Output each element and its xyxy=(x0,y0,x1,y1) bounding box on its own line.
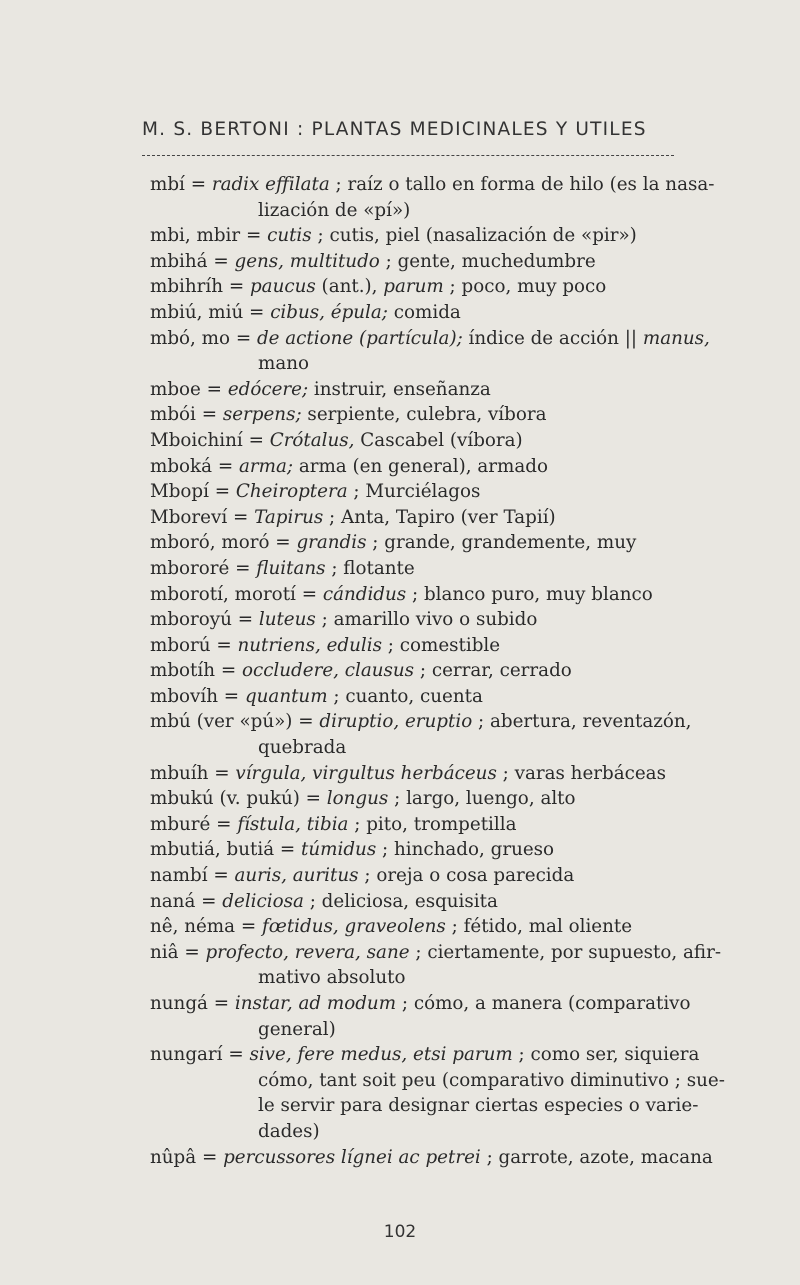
dictionary-entry xyxy=(150,786,770,812)
latin-term: quantum xyxy=(244,685,328,707)
dictionary-entry xyxy=(150,505,770,531)
dictionary-entry xyxy=(150,914,770,940)
headword: mbú (ver «pú») = xyxy=(150,711,320,733)
headword: nambí = xyxy=(150,865,235,887)
dictionary-entry xyxy=(150,812,770,838)
headword: mburé = xyxy=(150,813,238,835)
entry-continuation-line xyxy=(150,198,770,224)
latin-term: fluitans xyxy=(256,557,326,579)
headword: mbororé = xyxy=(150,557,257,579)
headword: quebrada xyxy=(258,737,347,759)
latin-term: longus xyxy=(326,788,389,810)
headword: mboró, moró = xyxy=(150,532,297,554)
dictionary-entry xyxy=(150,377,770,403)
latin-term: occludere, clausus xyxy=(241,660,415,682)
dictionary-entry xyxy=(150,172,770,198)
dictionary-entry xyxy=(150,326,770,352)
dictionary-entries xyxy=(150,172,770,1170)
headword: cómo, tant soit peu (comparativo diminutivo ; sue- xyxy=(258,1069,725,1091)
dictionary-entry xyxy=(150,402,770,428)
running-header: M. S. BERTONI : PLANTAS MEDICINALES Y UTILES xyxy=(142,119,647,140)
headword: nûpâ = xyxy=(150,1146,224,1168)
definition: ; varas herbáceas xyxy=(496,762,666,784)
definition: ; raíz o tallo en forma de hilo (es la nasa- xyxy=(329,174,715,195)
header-rule xyxy=(142,155,674,156)
dictionary-entry xyxy=(150,1042,770,1068)
headword: Mboreví = xyxy=(150,506,255,528)
definition: ; hinchado, grueso xyxy=(376,839,555,861)
definition: ; Anta, Tapiro (ver Tapií) xyxy=(323,506,556,528)
definition: ; ciertamente, por supuesto, afir- xyxy=(409,941,722,963)
latin-term: manus, xyxy=(642,327,710,349)
dictionary-entry xyxy=(150,684,770,710)
definition: ; abertura, reventazón, xyxy=(472,711,692,733)
headword: Mboichiní = xyxy=(150,429,270,451)
latin-term: Crótalus, xyxy=(269,429,355,451)
latin-term: Tapirus xyxy=(254,506,324,528)
definition: ; cerrar, cerrado xyxy=(414,660,572,682)
latin-term: parum xyxy=(383,276,444,298)
definition: comida xyxy=(387,301,461,323)
definition: instruir, enseñanza xyxy=(308,378,491,400)
definition: ; oreja o cosa parecida xyxy=(358,865,575,887)
headword: dades) xyxy=(258,1120,320,1142)
latin-term: gens, multitudo xyxy=(234,250,380,272)
latin-term: fístula, tibia xyxy=(237,813,349,835)
latin-term: Cheiroptera xyxy=(235,481,348,503)
latin-term: diruptio, eruptio xyxy=(319,711,473,733)
latin-term: paucus xyxy=(249,276,316,298)
latin-term: nutriens, edulis xyxy=(237,634,382,656)
headword: mbovíh = xyxy=(150,685,245,707)
latin-term: vírgula, virgultus herbáceus xyxy=(235,762,497,784)
dictionary-entry xyxy=(150,863,770,889)
headword: mbiú, miú = xyxy=(150,301,271,323)
definition: ; gente, muchedumbre xyxy=(379,250,596,272)
latin-term: cutis xyxy=(267,225,312,247)
definition: ; cutis, piel (nasalización de «pir») xyxy=(311,225,637,247)
latin-term: sive, fere medus, etsi parum xyxy=(249,1044,513,1066)
dictionary-entry xyxy=(150,454,770,480)
headword: mbói = xyxy=(150,404,223,426)
definition: ; cuanto, cuenta xyxy=(327,685,483,707)
entry-continuation-line xyxy=(150,735,770,761)
definition: ; blanco puro, muy blanco xyxy=(406,583,653,605)
page-number: 102 xyxy=(383,1222,417,1242)
latin-term: percussores lígnei ac petrei xyxy=(223,1146,481,1168)
latin-term: profecto, revera, sane xyxy=(205,941,410,963)
headword: nungarí = xyxy=(150,1044,250,1066)
dictionary-entry xyxy=(150,940,770,966)
latin-term: arma; xyxy=(238,455,294,477)
definition: ; poco, muy poco xyxy=(443,276,607,298)
latin-term: serpens; xyxy=(222,404,302,426)
headword: mbuíh = xyxy=(150,762,236,784)
headword: Mbopí = xyxy=(150,481,236,503)
dictionary-entry xyxy=(150,991,770,1017)
headword: mbó, mo = xyxy=(150,327,257,349)
dictionary-entry xyxy=(150,556,770,582)
headword: mbukú (v. pukú) = xyxy=(150,788,327,810)
latin-term: deliciosa xyxy=(222,890,304,912)
headword: mbotíh = xyxy=(150,660,242,682)
dictionary-entry xyxy=(150,837,770,863)
dictionary-entry xyxy=(150,223,770,249)
headword: le servir para designar ciertas especies o varie- xyxy=(258,1095,699,1117)
definition: índice de acción || xyxy=(462,327,643,349)
headword: mativo absoluto xyxy=(258,967,406,989)
entry-continuation-line xyxy=(150,1017,770,1043)
definition: ; garrote, azote, macana xyxy=(480,1146,713,1168)
definition: ; amarillo vivo o subido xyxy=(315,609,538,631)
headword: mbihá = xyxy=(150,250,235,272)
definition: ; flotante xyxy=(325,557,415,579)
latin-term: edócere; xyxy=(227,378,309,400)
latin-term: de actione (partícula); xyxy=(256,327,463,349)
headword: mboroyú = xyxy=(150,609,259,631)
latin-term: túmidus xyxy=(301,839,377,861)
headword: mbihríh = xyxy=(150,276,250,298)
latin-term: cibus, épula; xyxy=(270,301,388,323)
latin-term: cándidus xyxy=(322,583,407,605)
definition: ; deliciosa, esquisita xyxy=(303,890,498,912)
dictionary-entry xyxy=(150,582,770,608)
dictionary-entry xyxy=(150,274,770,300)
headword: mbí = xyxy=(150,174,212,195)
entry-continuation-line xyxy=(150,1093,770,1119)
latin-term: instar, ad modum xyxy=(234,993,397,1014)
dictionary-entry xyxy=(150,658,770,684)
definition: ; fétido, mal oliente xyxy=(445,916,633,938)
definition: ; Murciélagos xyxy=(347,481,481,503)
dictionary-entry xyxy=(150,889,770,915)
definition: (ant.), xyxy=(315,276,384,298)
entry-continuation-line xyxy=(150,1119,770,1145)
latin-term: radix effilata xyxy=(211,174,330,195)
dictionary-entry xyxy=(150,607,770,633)
latin-term: grandis xyxy=(296,532,367,554)
dictionary-entry xyxy=(150,249,770,275)
headword: nê, néma = xyxy=(150,916,262,938)
definition: ; grande, grandemente, muy xyxy=(366,532,637,554)
dictionary-entry xyxy=(150,633,770,659)
dictionary-entry xyxy=(150,530,770,556)
dictionary-entry xyxy=(150,1145,770,1171)
entry-continuation-line xyxy=(150,1068,770,1094)
entry-continuation-line xyxy=(150,351,770,377)
headword: naná = xyxy=(150,890,223,912)
dictionary-entry xyxy=(150,761,770,787)
headword: mbi, mbir = xyxy=(150,225,268,247)
headword: general) xyxy=(258,1018,336,1040)
headword: mború = xyxy=(150,634,238,656)
definition: ; como ser, siquiera xyxy=(512,1044,700,1066)
headword: mborotí, morotí = xyxy=(150,583,323,605)
definition: serpiente, culebra, víbora xyxy=(301,404,547,426)
dictionary-entry xyxy=(150,300,770,326)
dictionary-entry xyxy=(150,428,770,454)
latin-term: auris, auritus xyxy=(234,865,359,887)
headword: mboká = xyxy=(150,455,239,477)
headword: mbutiá, butiá = xyxy=(150,839,302,861)
headword: mboe = xyxy=(150,378,228,400)
headword: mano xyxy=(258,353,310,375)
headword: nungá = xyxy=(150,993,235,1014)
dictionary-entry xyxy=(150,709,770,735)
definition: ; cómo, a manera (comparativo xyxy=(396,993,691,1014)
definition: ; pito, trompetilla xyxy=(348,813,517,835)
definition: ; comestible xyxy=(381,634,501,656)
headword: niâ = xyxy=(150,941,206,963)
latin-term: luteus xyxy=(258,609,316,631)
definition: arma (en general), armado xyxy=(293,455,548,477)
headword: lización de «pí») xyxy=(258,199,411,221)
entry-continuation-line xyxy=(150,965,770,991)
definition: ; largo, luengo, alto xyxy=(388,788,576,810)
definition: Cascabel (víbora) xyxy=(354,429,523,451)
dictionary-entry xyxy=(150,479,770,505)
latin-term: fœtidus, graveolens xyxy=(261,916,446,938)
